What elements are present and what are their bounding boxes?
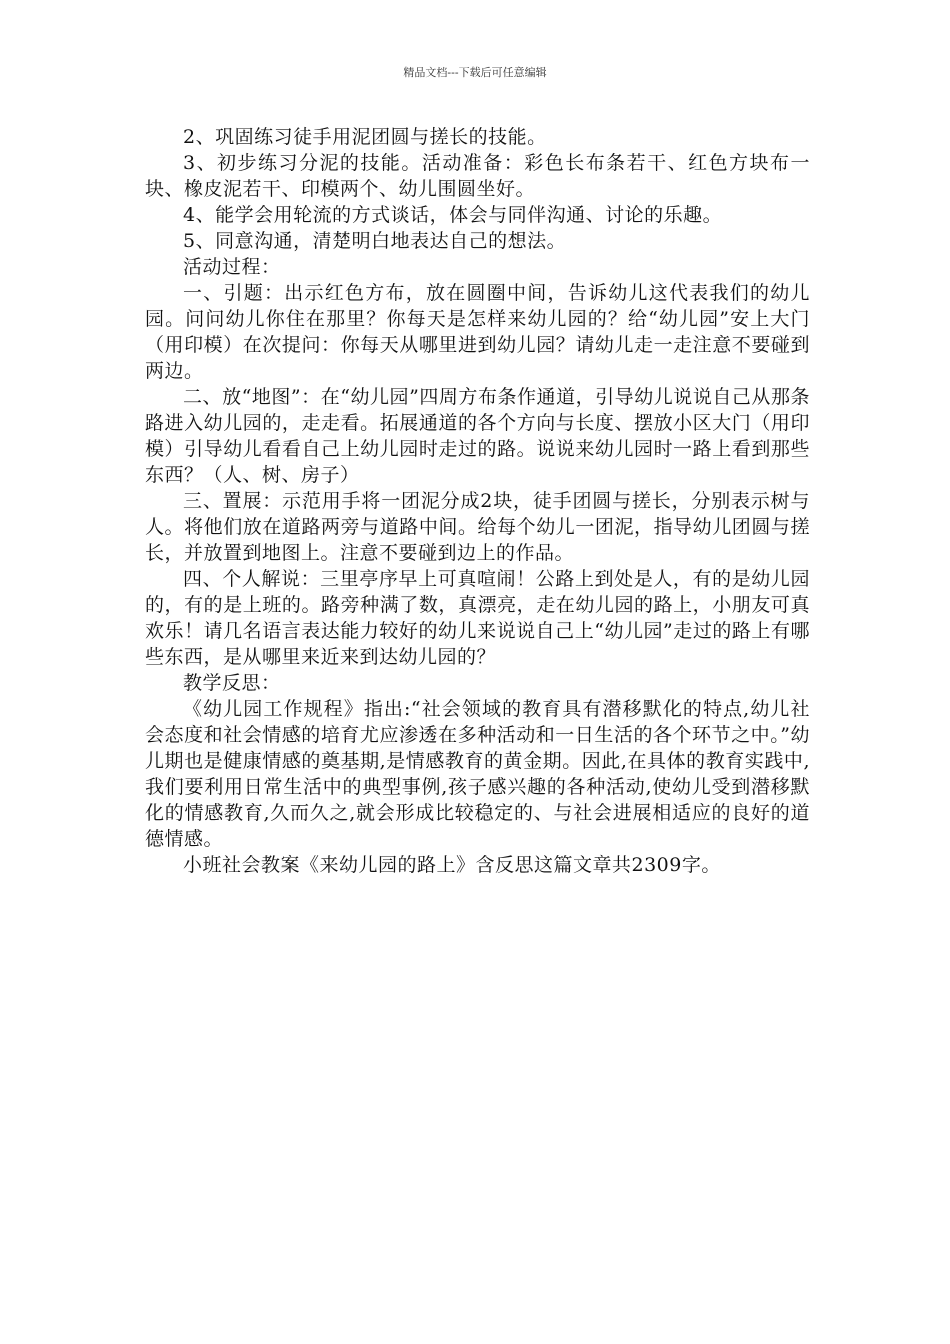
paragraph-step-4: 四、个人解说：三里亭序早上可真喧闹！公路上到处是人，有的是幼儿园的，有的是上班的。路旁种满了数，真漂亮，走在幼儿园的路上，小朋友可真欢乐！请几名语言表达能力较好的幼儿来说说自己上“幼儿园”走过的路上有哪些东西，是从哪里来近来到达幼儿园的？ [145,568,810,668]
paragraph-goal-4: 4、能学会用轮流的方式谈话，体会与同伴沟通、讨论的乐趣。 [183,204,723,226]
section-heading-reflection: 教学反思： [183,672,281,694]
section-heading-activity-process: 活动过程： [183,256,281,278]
document-body [145,124,810,878]
paragraph-step-3: 三、置展：示范用手将一团泥分成2块，徒手团圆与搓长，分别表示树与人。将他们放在道路两旁与道路中间。给每个幼儿一团泥，指导幼儿团圆与搓长，并放置到地图上。注意不要碰到边上的作品。 [145,490,810,564]
paragraph-reflection: 《幼儿园工作规程》指出:“社会领域的教育具有潜移默化的特点,幼儿社会态度和社会情感的培育尤应渗透在多种活动和一日生活的各个环节之中。”幼儿期也是健康情感的奠基期,是情感教育的黄金期。因此,在具体的教育实践中,我们要利用日常生活中的典型事例,孩子感兴趣的各种活动,使幼儿受到潜移默化的情感教育,久而久之,就会形成比较稳定的、与社会进展相适应的良好的道德情感。 [145,698,810,850]
paragraph-goal-5: 5、同意沟通，清楚明白地表达自己的想法。 [183,230,567,252]
page-header: 精品文档---下载后可任意编辑 [403,66,547,79]
paragraph-goal-2: 2、巩固练习徒手用泥团圆与搓长的技能。 [183,126,547,148]
paragraph-word-count: 小班社会教案《来幼儿园的路上》含反思这篇文章共2309字。 [183,854,721,876]
paragraph-goal-3: 3、初步练习分泥的技能。活动准备：彩色长布条若干、红色方块布一块、橡皮泥若干、印模两个、幼儿围圆坐好。 [145,152,810,200]
paragraph-step-1: 一、引题：出示红色方布，放在圆圈中间，告诉幼儿这代表我们的幼儿园。问问幼儿你住在那里？你每天是怎样来幼儿园的？给“幼儿园”安上大门（用印模）在次提问：你每天从哪里进到幼儿园？请幼儿走一走注意不要碰到两边。 [145,282,810,382]
paragraph-step-2: 二、放“地图”：在“幼儿园”四周方布条作通道，引导幼儿说说自己从那条路进入幼儿园的，走走看。拓展通道的各个方向与长度、摆放小区大门（用印模）引导幼儿看看自己上幼儿园时走过的路。说说来幼儿园时一路上看到那些东西？（人、树、房子） [145,386,810,486]
